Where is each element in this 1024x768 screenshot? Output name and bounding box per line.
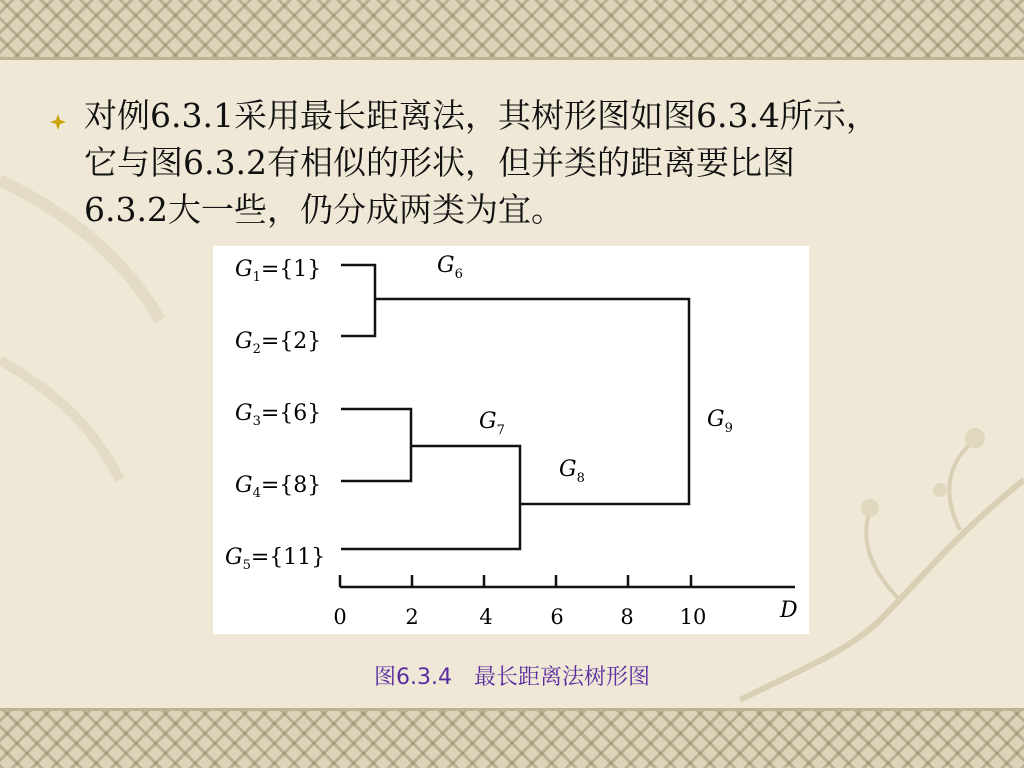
leaf-label-g1: $G_1=\{1\}$ [235,257,322,285]
body-paragraph [84,92,994,233]
paragraph-line-1: 对例6.3.1采用最长距离法，其树形图如图6.3.4所示， [84,96,879,135]
merge-label-g9: $G_9$ [707,407,733,436]
merge-label-g8: $G_8$ [559,457,585,486]
axis-tick-label: 0 [333,605,347,629]
bullet-icon [48,112,68,132]
leaf-label-g5: $G_5=\{11\}$ [225,545,326,573]
merge-label-g7: $G_7$ [479,409,505,438]
axis-tick-label: 10 [679,605,707,629]
link-g7 [341,409,411,481]
figure-caption: 图6.3.4 最长距离法树形图 [374,665,650,690]
leaf-label-g2: $G_2=\{2\}$ [235,329,322,357]
leaf-label-g4: $G_4=\{8\}$ [235,473,322,501]
axis-tick-label: 2 [405,605,419,629]
bottom-border-band [0,708,1024,768]
axis-tick-label: 8 [620,605,634,629]
paragraph-line-2: 它与图6.3.2有相似的形状，但并类的距离要比图 [84,143,795,182]
axis-label-d: D [780,598,798,623]
axis-tick-label: 6 [550,605,564,629]
top-border-band [0,0,1024,60]
link-g9 [375,299,689,504]
link-g6 [341,265,375,336]
axis-tick-label: 4 [479,605,493,629]
merge-label-g6: $G_6$ [437,253,463,282]
dendrogram-figure [213,246,809,634]
dendrogram-svg [213,246,809,634]
leaf-label-g3: $G_3=\{6\}$ [235,401,322,429]
paragraph-line-3: 6.3.2大一些，仍分成两类为宜。 [84,190,564,229]
link-g8 [341,446,520,549]
